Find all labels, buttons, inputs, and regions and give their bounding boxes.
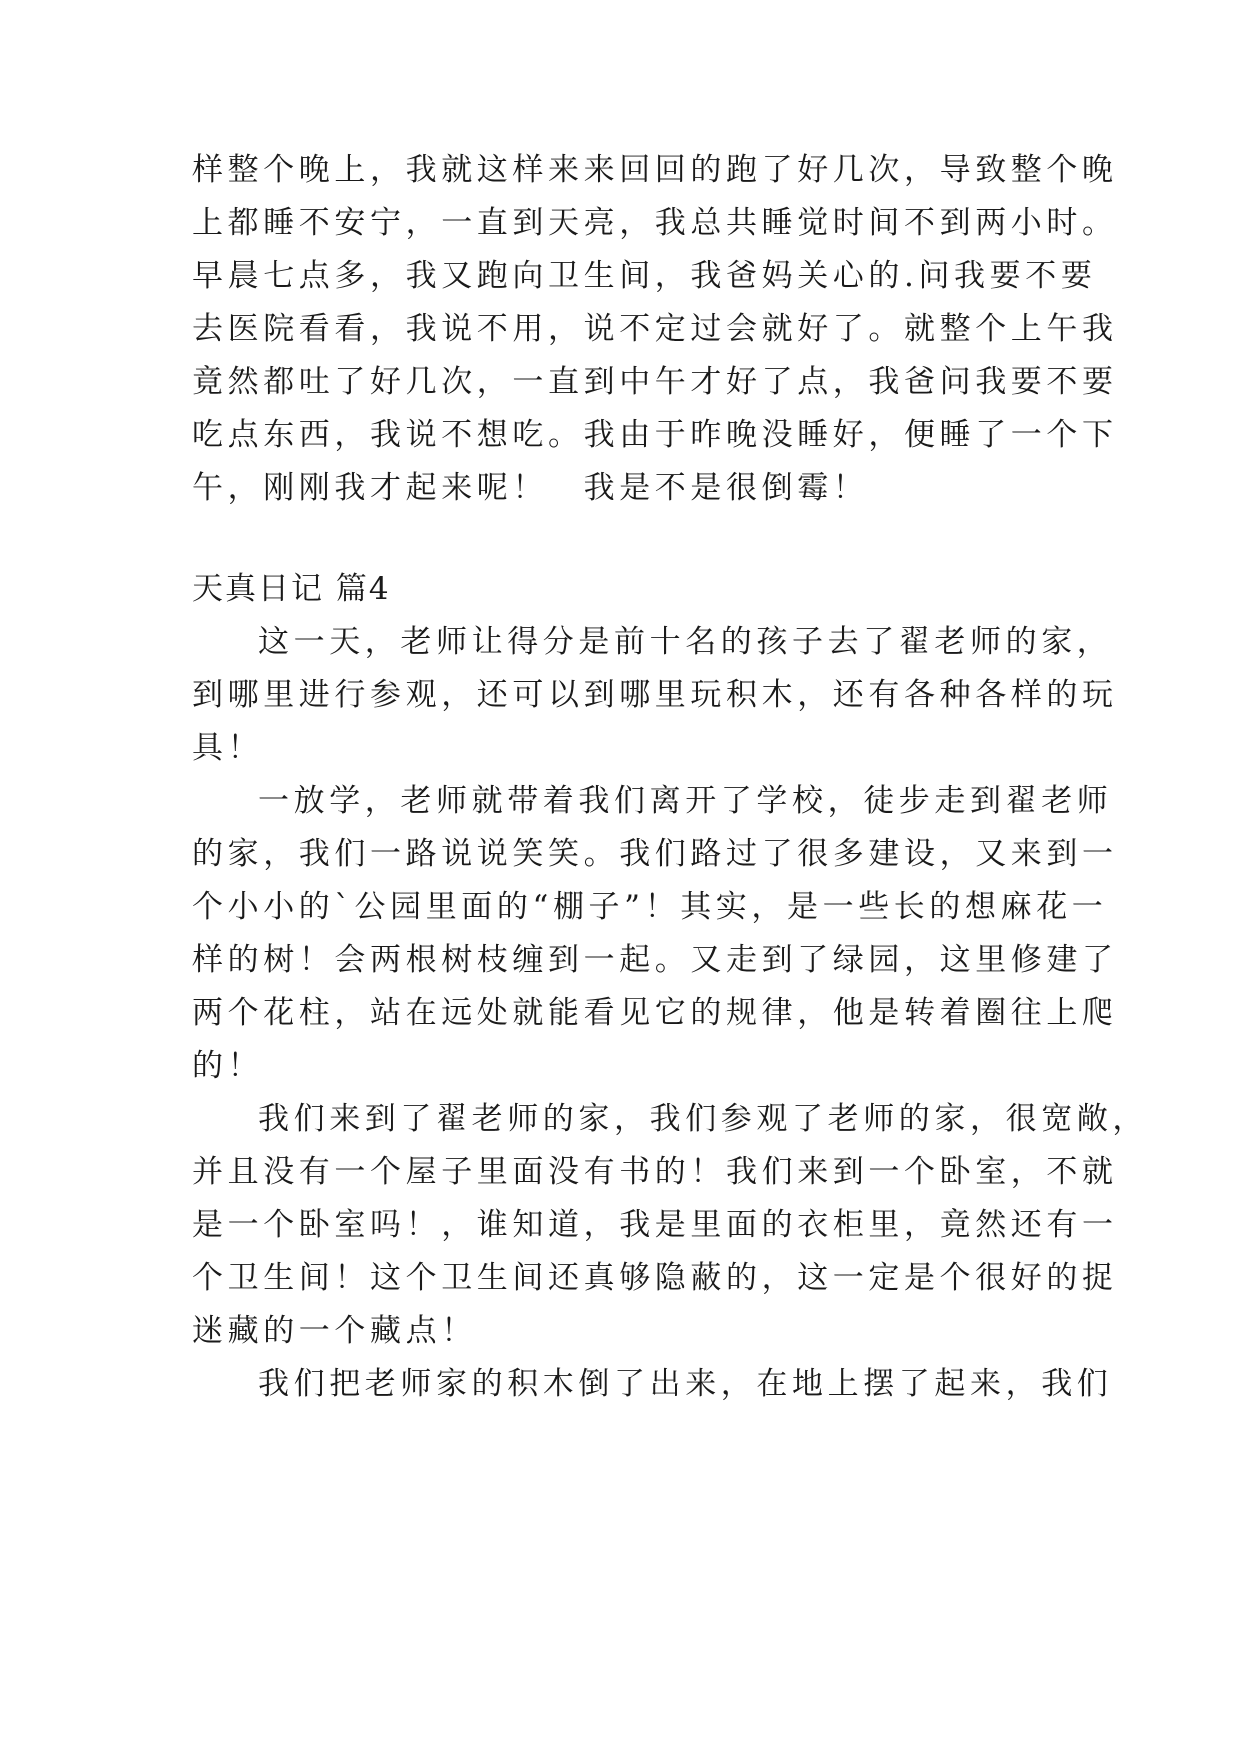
text-line: 样的树！会两根树枝缠到一起。又走到了绿园，这里修建了 <box>192 942 1118 978</box>
text-line: 上都睡不安宁，一直到天亮，我总共睡觉时间不到两小时。 <box>192 205 1118 241</box>
text-line: 迷藏的一个藏点！ <box>192 1313 477 1349</box>
text-line: 我们来到了翟老师的家，我们参观了老师的家，很宽敞， <box>258 1101 1148 1137</box>
text-line: 到哪里进行参观，还可以到哪里玩积木，还有各种各样的玩 <box>192 677 1118 713</box>
text-line: 样整个晚上，我就这样来来回回的跑了好几次，导致整个晚 <box>192 152 1118 188</box>
text-line: 是一个卧室吗！，谁知道，我是里面的衣柜里，竟然还有一 <box>192 1207 1118 1243</box>
text-line: 早晨七点多，我又跑向卫生间，我爸妈关心的.问我要不要 <box>192 258 1097 294</box>
section-heading: 天真日记 篇4 <box>192 571 391 607</box>
text-line: 这一天，老师让得分是前十名的孩子去了翟老师的家， <box>258 624 1113 660</box>
text-line: 个卫生间！这个卫生间还真够隐蔽的，这一定是个很好的捉 <box>192 1260 1118 1296</box>
text-line: 午，刚刚我才起来呢！ 我是不是很倒霉！ <box>192 470 869 506</box>
text-line: 我们把老师家的积木倒了出来，在地上摆了起来，我们 <box>258 1366 1113 1402</box>
text-line: 竟然都吐了好几次，一直到中午才好了点，我爸问我要不要 <box>192 364 1118 400</box>
text-line: 并且没有一个屋子里面没有书的！我们来到一个卧室，不就 <box>192 1154 1118 1190</box>
text-line: 吃点东西，我说不想吃。我由于昨晚没睡好，便睡了一个下 <box>192 417 1118 453</box>
text-line: 具！ <box>192 730 264 766</box>
text-line: 个小小的`公园里面的“棚子”！其实，是一些长的想麻花一 <box>192 889 1108 925</box>
text-line: 的！ <box>192 1048 264 1084</box>
text-line: 一放学，老师就带着我们离开了学校，徒步走到翟老师 <box>258 783 1113 819</box>
text-line: 的家，我们一路说说笑笑。我们路过了很多建设，又来到一 <box>192 836 1118 872</box>
text-line: 去医院看看，我说不用，说不定过会就好了。就整个上午我 <box>192 311 1118 347</box>
text-line: 两个花柱，站在远处就能看见它的规律，他是转着圈往上爬 <box>192 995 1118 1031</box>
